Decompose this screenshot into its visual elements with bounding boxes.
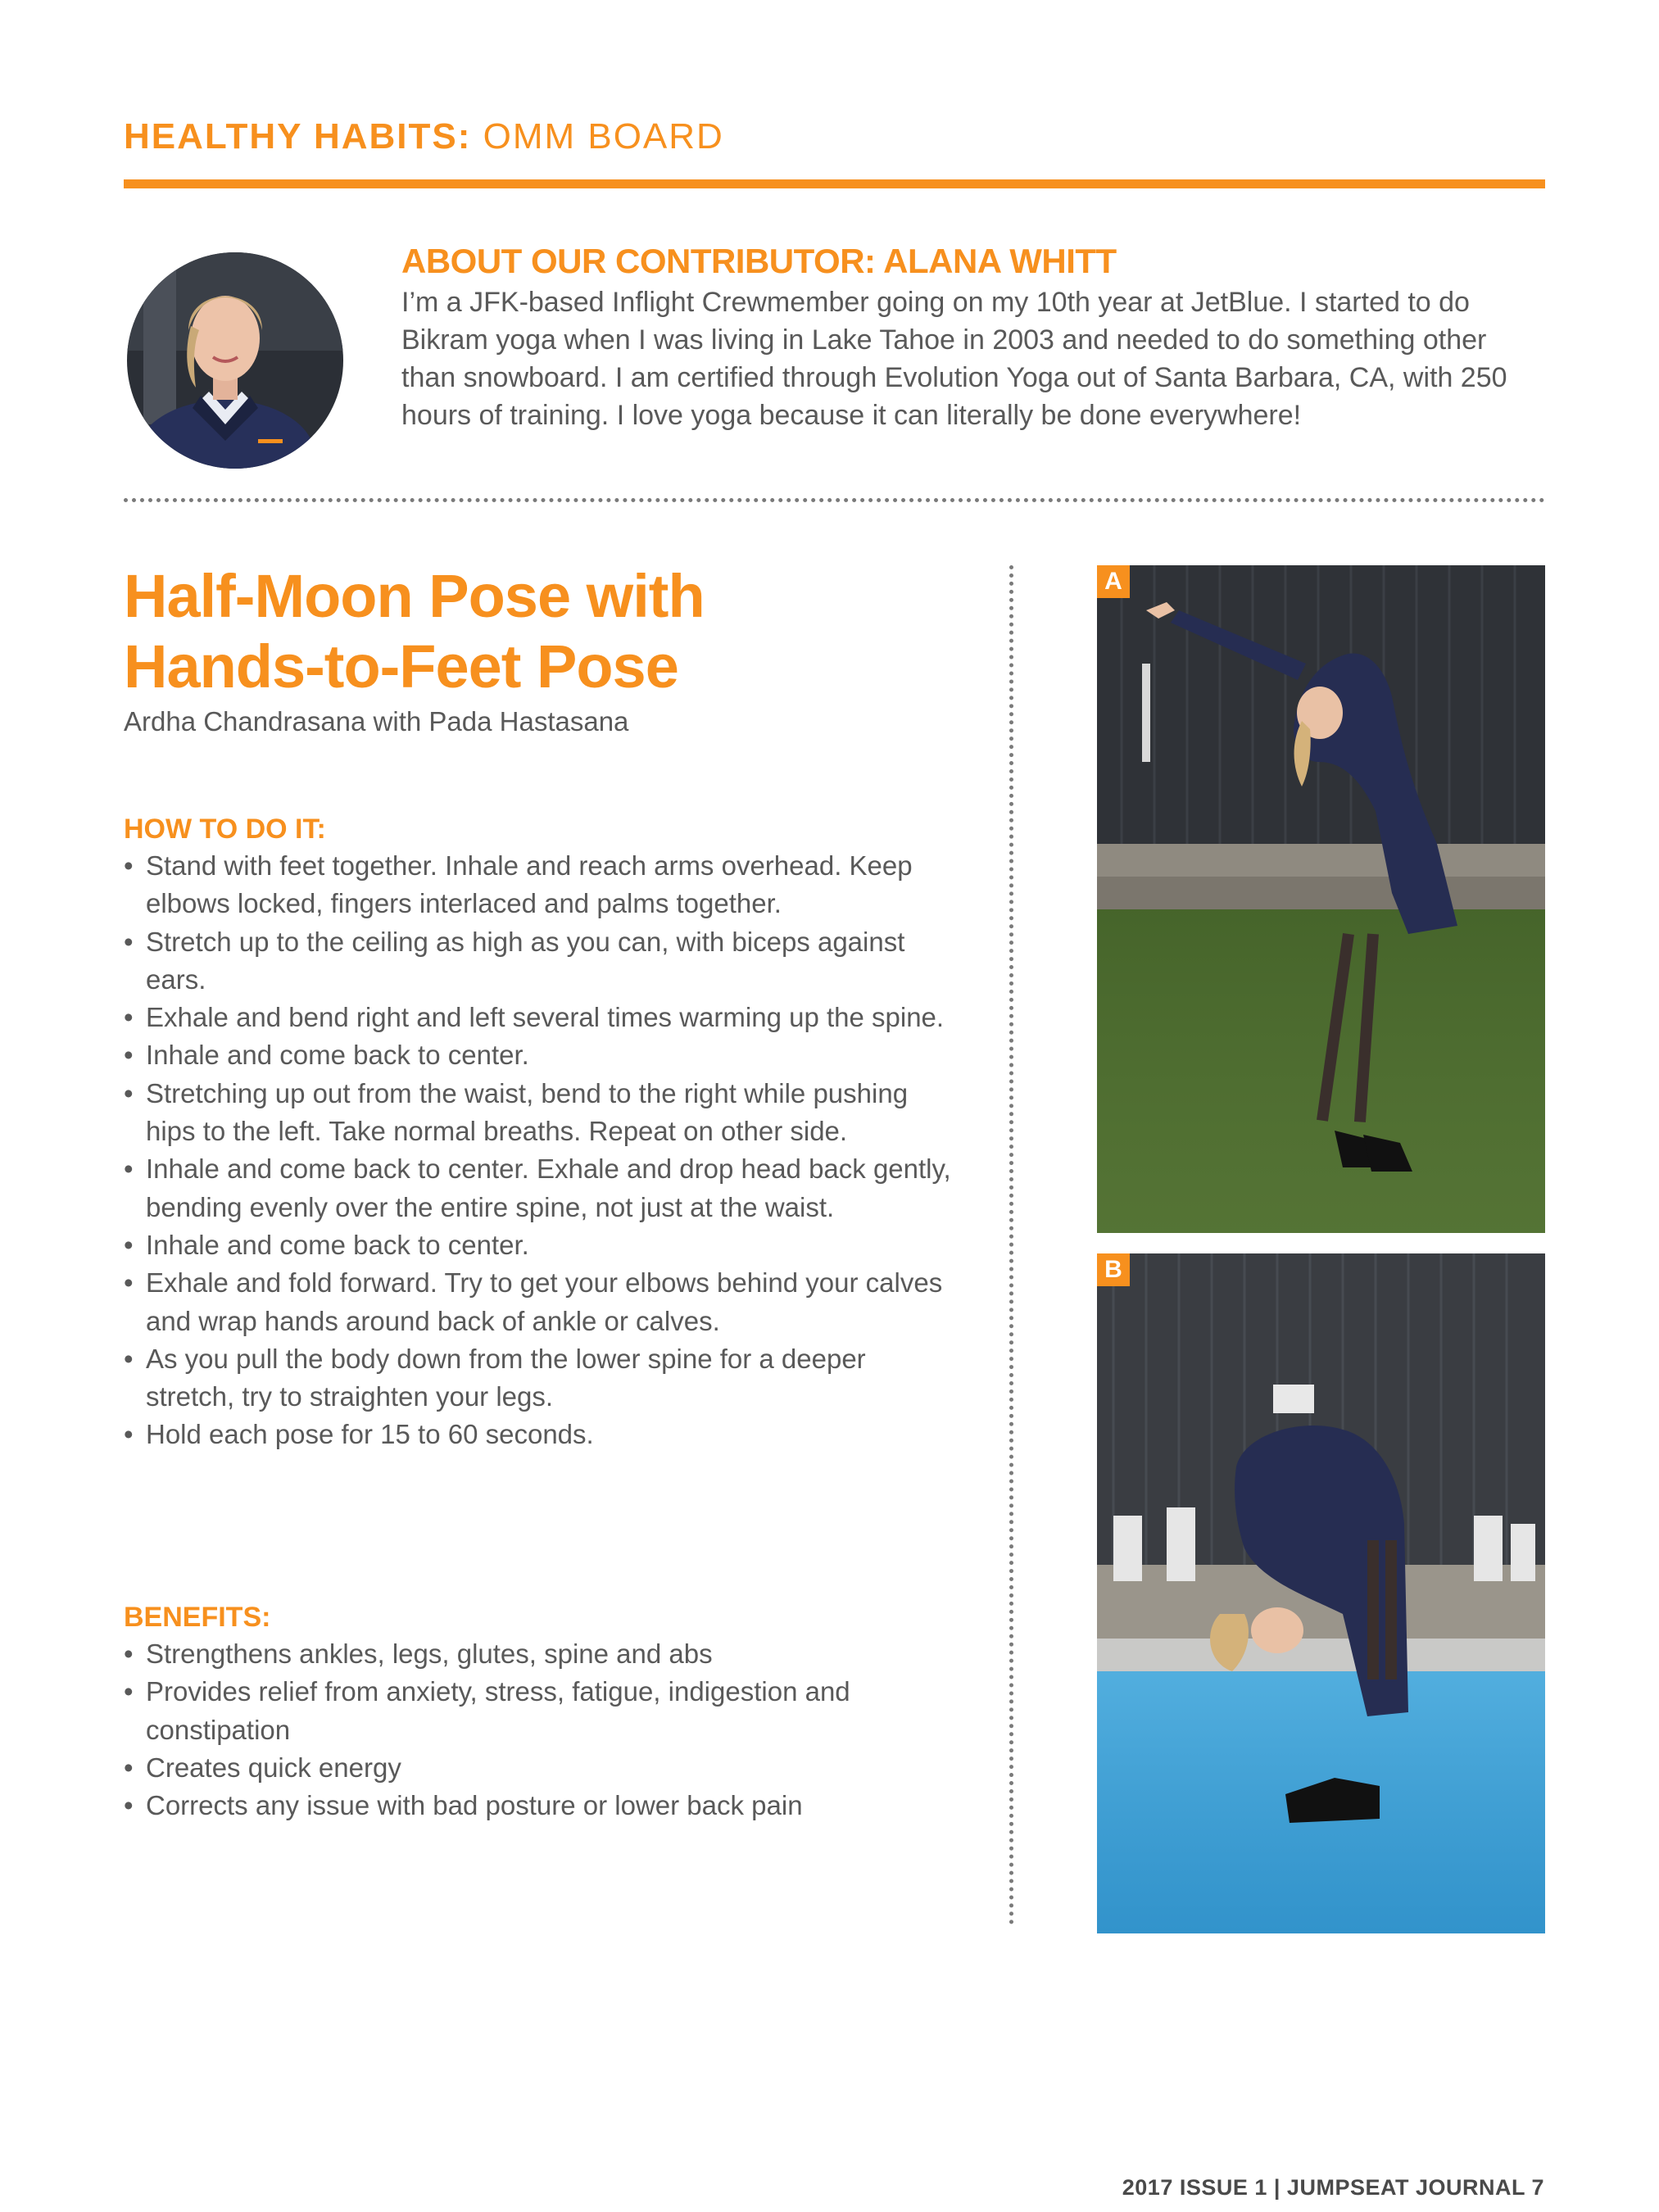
benefit-item: • Creates quick energy bbox=[124, 1749, 951, 1787]
photo-pose-a bbox=[1097, 565, 1545, 1233]
howto-item: • Exhale and bend right and left several times warming up the spine. bbox=[124, 999, 951, 1036]
howto-item: • Stand with feet together. Inhale and reach arms overhead. Keep elbows locked, fingers interlaced and palms together. bbox=[124, 847, 951, 923]
benefit-item: • Corrects any issue with bad posture or lower back pain bbox=[124, 1787, 951, 1824]
howto-item: • Exhale and fold forward. Try to get your elbows behind your calves and wrap hands around back of ankle or calves. bbox=[124, 1264, 951, 1340]
howto-item: • Inhale and come back to center. bbox=[124, 1226, 951, 1264]
howto-list bbox=[124, 847, 951, 1454]
photo-pose-b bbox=[1097, 1253, 1545, 1933]
benefit-item: • Provides relief from anxiety, stress, fatigue, indigestion and constipation bbox=[124, 1673, 951, 1749]
photo-b-label: B bbox=[1097, 1253, 1130, 1286]
section-header-light: OMM BOARD bbox=[483, 116, 724, 156]
howto-item: • Inhale and come back to center. bbox=[124, 1036, 951, 1074]
contributor-title: ABOUT OUR CONTRIBUTOR: ALANA WHITT bbox=[401, 242, 1117, 280]
photo-a-label: A bbox=[1097, 565, 1130, 598]
howto-item: • Inhale and come back to center. Exhale and drop head back gently, bending evenly over the entire spine, not just at the waist. bbox=[124, 1150, 951, 1226]
benefit-item: • Strengthens ankles, legs, glutes, spine and abs bbox=[124, 1635, 951, 1673]
howto-heading: HOW TO DO IT: bbox=[124, 814, 326, 845]
article-subtitle: Ardha Chandrasana with Pada Hastasana bbox=[124, 706, 629, 737]
benefits-list bbox=[124, 1635, 951, 1824]
howto-item: • Stretch up to the ceiling as high as you can, with biceps against ears. bbox=[124, 923, 951, 999]
howto-item: • As you pull the body down from the lower spine for a deeper stretch, try to straighten your legs. bbox=[124, 1340, 951, 1416]
contributor-avatar bbox=[127, 252, 343, 469]
article-title-line1: Half-Moon Pose with bbox=[124, 562, 705, 630]
article-title-line2: Hands-to-Feet Pose bbox=[124, 632, 678, 700]
contributor-bio: I’m a JFK-based Inflight Crewmember going on my 10th year at JetBlue. I started to do Bikram yoga when I was living in Lake Tahoe in 2003 and needed to do something other than snowboard. I am certified through Evolution Yoga out of Santa Barbara, CA, with 250 hours of training. I love yoga because it can literally be done everywhere! bbox=[401, 287, 1507, 431]
howto-item: • Stretching up out from the waist, bend to the right while pushing hips to the left. Take normal breaths. Repeat on other side. bbox=[124, 1075, 951, 1151]
page-footer: 2017 ISSUE 1 | JUMPSEAT JOURNAL 7 bbox=[1122, 2175, 1544, 2200]
section-divider bbox=[124, 498, 1545, 502]
article-title bbox=[124, 561, 943, 702]
benefits-heading: BENEFITS: bbox=[124, 1602, 271, 1633]
column-divider bbox=[1009, 565, 1013, 1925]
section-header bbox=[124, 116, 724, 157]
section-header-strong: HEALTHY HABITS: bbox=[124, 116, 472, 156]
header-rule bbox=[124, 179, 1545, 188]
howto-item: • Hold each pose for 15 to 60 seconds. bbox=[124, 1416, 951, 1453]
